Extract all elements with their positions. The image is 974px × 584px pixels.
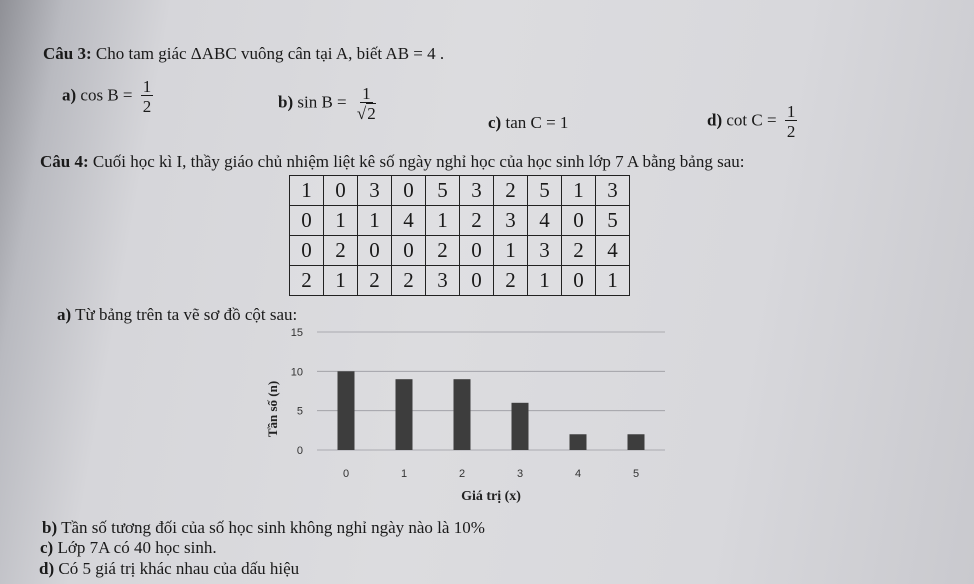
q4-option-a-text: Từ bảng trên ta vẽ sơ đồ cột sau: — [75, 305, 298, 324]
table-cell: 1 — [290, 176, 324, 206]
q3-option-b-label: b) — [278, 92, 294, 112]
table-row — [290, 266, 630, 296]
q4-text: Cuối học kì I, thầy giáo chủ nhiệm liệt kê số ngày nghỉ học của học sinh lớp 7 A bằng bảng sau: — [92, 152, 745, 171]
table-cell: 1 — [324, 266, 358, 296]
table-cell: 4 — [528, 206, 562, 236]
q4-option-a-label: a) — [57, 305, 72, 324]
bar — [396, 379, 413, 450]
table-cell: 4 — [392, 206, 426, 236]
table-cell: 3 — [460, 176, 494, 206]
q3-option-b-radicand: 2 — [367, 104, 376, 123]
q3-option-a-den: 2 — [142, 97, 152, 116]
table-cell: 0 — [562, 266, 596, 296]
q3-option-d — [707, 103, 797, 140]
table-cell: 0 — [290, 236, 324, 266]
table-cell: 4 — [596, 236, 630, 266]
table-cell: 3 — [426, 266, 460, 296]
q4-line — [40, 152, 744, 172]
table-cell: 3 — [494, 206, 528, 236]
q4-option-c-text: Lớp 7A có 40 học sinh. — [57, 538, 217, 557]
q3-option-a-expr: cos B = — [80, 85, 133, 105]
table-cell: 1 — [426, 206, 460, 236]
y-tick-label: 10 — [290, 366, 303, 379]
table-cell: 2 — [358, 266, 392, 296]
q3-title: Câu 3: — [43, 44, 92, 63]
q3-option-d-den: 2 — [786, 122, 796, 141]
q3-option-b-num: 1 — [362, 84, 371, 103]
q3-option-b-fraction — [355, 85, 378, 122]
q3-line — [43, 44, 444, 64]
sqrt-symbol: √ — [356, 104, 367, 123]
q4-option-d — [39, 559, 299, 579]
table-cell: 1 — [324, 206, 358, 236]
table-cell: 2 — [426, 236, 460, 266]
table-cell: 1 — [494, 236, 528, 266]
table-cell: 3 — [358, 176, 392, 206]
x-tick-label: 1 — [400, 468, 408, 480]
q3-option-b-expr: sin B = — [297, 92, 347, 112]
table-cell: 0 — [290, 206, 324, 236]
table-cell: 1 — [596, 266, 630, 296]
x-tick-label: 5 — [632, 468, 640, 480]
table-row — [290, 206, 630, 236]
table-cell: 2 — [562, 236, 596, 266]
table-cell: 1 — [528, 266, 562, 296]
table-cell: 3 — [596, 176, 630, 206]
q4-option-c — [40, 538, 217, 558]
table-cell: 2 — [290, 266, 324, 296]
bar — [512, 403, 529, 450]
frequency-bar-chart — [255, 318, 675, 506]
table-cell: 0 — [324, 176, 358, 206]
bar — [338, 371, 355, 450]
bar — [454, 379, 471, 450]
table-cell: 0 — [358, 236, 392, 266]
q3-option-b-den — [355, 103, 378, 122]
table-cell: 5 — [528, 176, 562, 206]
table-cell: 2 — [494, 266, 528, 296]
q4-option-c-label: c) — [40, 538, 54, 557]
table-row — [290, 176, 630, 206]
q4-option-b-text: Tần số tương đối của số học sinh không nghỉ ngày nào là 10% — [61, 518, 485, 537]
x-tick-label: 2 — [458, 468, 466, 480]
x-tick-label: 3 — [516, 468, 524, 480]
table-cell: 3 — [528, 236, 562, 266]
q3-option-d-label: d) — [707, 110, 723, 130]
table-cell: 1 — [562, 176, 596, 206]
table-cell: 2 — [324, 236, 358, 266]
y-tick-label: 15 — [290, 327, 303, 339]
q4-title: Câu 4: — [40, 152, 89, 171]
q4-option-d-label: d) — [39, 559, 55, 578]
table-cell: 0 — [392, 176, 426, 206]
table-row — [290, 236, 630, 266]
table-cell: 0 — [460, 236, 494, 266]
table-cell: 5 — [596, 206, 630, 236]
q3-option-d-fraction — [785, 103, 798, 140]
table-cell: 5 — [426, 176, 460, 206]
table-cell: 1 — [358, 206, 392, 236]
x-axis-title: Giá trị (x) — [461, 489, 521, 504]
q3-option-c-label: c) — [488, 113, 502, 132]
table-cell: 0 — [392, 236, 426, 266]
table-cell: 2 — [460, 206, 494, 236]
absence-table — [289, 175, 630, 296]
table-cell: 0 — [460, 266, 494, 296]
q4-option-b — [42, 518, 485, 538]
q4-option-b-label: b) — [42, 518, 58, 537]
bar — [570, 434, 587, 450]
q3-option-a-num: 1 — [142, 77, 152, 96]
q3-option-a-fraction — [141, 78, 154, 115]
q3-option-b — [278, 85, 378, 122]
bar — [628, 434, 645, 450]
q3-option-c — [488, 113, 568, 133]
table-cell: 0 — [562, 206, 596, 236]
q3-option-a-label: a) — [62, 85, 77, 105]
y-tick-label: 0 — [296, 445, 303, 457]
table-cell: 2 — [392, 266, 426, 296]
q3-option-c-expr: tan C = 1 — [505, 113, 569, 132]
x-tick-label: 0 — [342, 468, 350, 480]
q3-option-a — [62, 78, 153, 115]
y-axis-title: Tần số (n) — [265, 380, 280, 438]
q4-option-d-text: Có 5 giá trị khác nhau của dấu hiệu — [58, 559, 300, 578]
y-tick-label: 5 — [296, 405, 303, 418]
q3-option-d-num: 1 — [786, 102, 796, 121]
q3-option-d-expr: cot C = — [726, 110, 777, 130]
x-tick-label: 4 — [574, 468, 582, 480]
q3-text: Cho tam giác ΔABC vuông cân tại A, biết AB = 4 . — [95, 44, 445, 63]
table-cell: 2 — [494, 176, 528, 206]
